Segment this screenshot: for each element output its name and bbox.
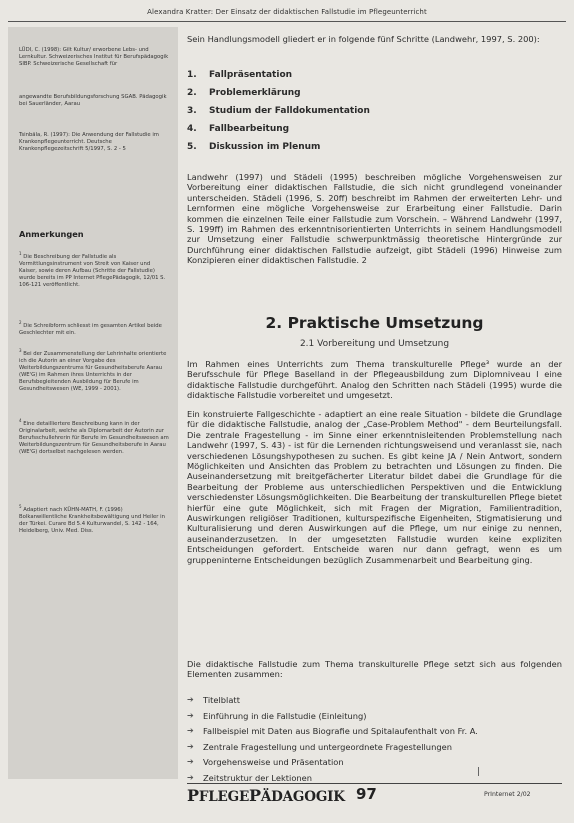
notes-heading: Anmerkungen	[19, 229, 84, 239]
step-label: Studium der Falldokumentation	[209, 106, 370, 116]
step-item	[187, 70, 562, 88]
footnote-text: Die Beschreibung der Fallstudie als Vermittlungsinstrument von Streit von Kaiser und Kaiser, sowie deren Aufbau (Schritte der Fallstudie) wurde bereits im PP Internet PflegePädagogik, 12/01 S. 106-121 veröffentlicht.	[19, 253, 166, 288]
subsection-heading: 2.1 Vorbereitung und Umsetzung	[299, 339, 450, 349]
step-item	[187, 142, 562, 160]
issue-label: PrInternet 2/02	[484, 791, 531, 798]
footnote	[19, 250, 169, 289]
footnote-text: Bei der Zusammenstellung der Lehrinhalte orientierte ich die Autorin an einer Vorgabe des Weiterbildungszentrums für Gesundheitsberufe Aarau (WE'G) im Rahmen ihres Unterrichts in der Berufsbegleitenden Ausbildung für Berufe im Gesundheitswesen (WE, 1999 - 2001).	[19, 350, 167, 392]
step-number: 3.	[187, 106, 197, 116]
footnote-number: 1	[19, 251, 22, 256]
list-item	[187, 695, 562, 711]
list-item-label: Zentrale Fragestellung und untergeordnete Fragestellungen	[203, 741, 452, 752]
step-label: Diskussion im Plenum	[209, 142, 321, 152]
elements-list	[187, 695, 562, 789]
list-item	[187, 742, 562, 758]
step-label: Fallpräsentation	[209, 70, 293, 80]
step-number: 2.	[187, 88, 197, 98]
arrow-bullet-icon: ➔	[187, 741, 194, 751]
arrow-bullet-icon: ➔	[187, 757, 194, 767]
header-rule	[8, 21, 566, 22]
text-cursor	[478, 767, 479, 776]
body-paragraph: Landwehr (1997) und Städeli (1995) beschreiben mögliche Vorgehensweisen zur Vorbereitung einer didaktischen Fallstudie, die sich nicht grundlegend voneinander unterscheiden. Städeli (1996, S. 20ff) beschreibt im Rahmen der erweiterten Lehr- und Lernformen eine mögliche Vorgehensweise zur Erarbeitung einer Fallstudie. Darin kommen die einzelnen Teile einer Fallstudie zum Vorschein. – Während Landwehr (1997, S. 199ff) im Rahmen des erkenntnisorientierten Unterrichts in seinem Handlungsmodell zur Umsetzung einer Fallstudie schwerpunktmässig theoretische Hintergründe zur Durchführung einer didaktischen Fallstudie aufzeigt, gibt Städeli (1996) Hinweise zum Konzipieren einer didaktischen Fallstudie. 2	[187, 172, 562, 266]
body-paragraph: Die didaktische Fallstudie zum Thema transkulturelle Pflege setzt sich aus folgenden Elementen zusammen:	[187, 659, 562, 680]
intro-paragraph: Sein Handlungsmodell gliedert er in folgende fünf Schritte (Landwehr, 1997, S. 200):	[187, 34, 540, 44]
step-number: 5.	[187, 142, 197, 152]
list-item	[187, 726, 562, 742]
step-item	[187, 88, 562, 106]
step-item	[187, 106, 562, 124]
list-item-label: Einführung in die Fallstudie (Einleitung)	[203, 710, 367, 721]
step-label: Fallbearbeitung	[209, 124, 290, 134]
list-item-label: Titelblatt	[203, 695, 240, 705]
list-item-label: Zeitstruktur der Lektionen	[203, 772, 313, 783]
footer-rule	[187, 783, 562, 784]
reference-entry: LÜDI, C. (1998): Gilt Kultur/ erworbene Lebs- und Lernkultur. Schweizerisches Institut für Berufspädagogik SIBP. Schweizerische Gesellschaft für	[19, 47, 169, 67]
step-number: 4.	[187, 124, 197, 134]
journal-title: PFLEGEPÄDAGOGIK	[187, 786, 345, 805]
footnote-number: 4	[19, 418, 22, 423]
arrow-bullet-icon: ➔	[187, 695, 194, 704]
page-number: 97	[356, 785, 377, 803]
running-header: Alexandra Kratter: Der Einsatz der didaktischen Fallstudie im Pflegeunterricht	[147, 8, 427, 16]
arrow-bullet-icon: ➔	[187, 726, 194, 736]
footnote-number: 5	[19, 504, 22, 509]
reference-entry: angewandte Berufsbildungsforschung SGAB. Pädagogik bei Sauerländer, Aarau	[19, 94, 167, 107]
list-item	[187, 757, 562, 773]
footnote-text: Eine detailliertere Beschreibung kann in der Originalarbeit, welche als Diplomarbeit der Autorin zur Berufsschullehrerin für Berufe im Gesundheitswesen am Weiterbildungszentrum für Gesundheitsberufe in Aarau (WE'G) dortselbst nachgelesen werden.	[19, 420, 169, 455]
list-item-label: Vorgehensweise und Präsentation	[203, 757, 344, 768]
step-number: 1.	[187, 70, 197, 80]
reference-entry: Tsinbäla, R. (1997): Die Anwendung der Fallstudie im Krankenpflegeunterricht. Deutsche Krankenpflegezeitschrift 5/1997, S. 2 - 5	[19, 132, 159, 152]
footnote	[19, 319, 169, 337]
footnote	[19, 347, 169, 393]
section-heading: 2. Praktische Umsetzung	[265, 314, 484, 332]
body-paragraph: Im Rahmen eines Unterrichts zum Thema transkulturelle Pflege³ wurde an der Berufsschule für Pflege Baselland in der Pflegeausbildung zum Diplomniveau I eine didaktische Fallstudie durchgeführt. Analog den Schritten nach Städeli (1995) wurde die didaktische Fallstudie vorbereitet und umgesetzt.	[187, 359, 562, 401]
list-item-label: Fallbeispiel mit Daten aus Biografie und Spitalaufenthalt von Fr. A.	[203, 726, 478, 737]
arrow-bullet-icon: ➔	[187, 710, 194, 720]
arrow-bullet-icon: ➔	[187, 772, 194, 782]
steps-list	[187, 70, 562, 160]
step-label: Problemerklärung	[209, 88, 301, 98]
sidebar	[8, 27, 178, 779]
footnote	[19, 417, 169, 456]
footnote-text: Adaptiert nach KÜHN-MATH, F. (1996) Bolkanwillentliche Krankheitsbewältigung und Heiler in der Türkei. Curare Bd 5.4 Kulturwandel, S. 142 - 164, Heidelberg, Univ. Med. Diss.	[19, 506, 166, 534]
list-item	[187, 711, 562, 727]
footnote-number: 3	[19, 348, 22, 353]
footnote-text: Die Schreibform schliesst im gesamten Artikel beide Geschlechter mit ein.	[19, 322, 162, 336]
footnote	[19, 503, 169, 535]
step-item	[187, 124, 562, 142]
body-paragraph: Ein konstruierte Fallgeschichte - adaptiert an eine reale Situation - bildete die Grundlage für die didaktische Fallstudie, analog der „Case-Problem Method" - dem Beurteilungsfall. Die zentrale Fragestellung - im Sinne einer erkenntnisleitenden Problemstellung nach Landwehr (1997, S. 43) - ist für die Lernenden richtungsweisend und veranlasst sie, nach verschiedenen Lösungshypothesen zu suchen. Es gibt keine JA / Nein Antwort, sondern Möglichkeiten und Ansichten das Problem zu betrachten und Lösungen zu finden. Die Auseinandersetzung mit breitgefächerter Literatur bildet dabei die Grundlage für die Bearbeitung der Probleme aus unterschiedlichen Perspektiven und die Entwicklung verschiedenster Lösungsmöglichkeiten. Die Bearbeitung der transkulturellen Pflege bietet hierfür eine gute Möglichkeit, sich mit Fragen der Migration, Familientradition, Auswirkungen religiöser Traditionen, kulturspezifische Eigenheiten, Stigmatisierung und Kulturalisierung und deren Auswirkungen auf die Pflege, um nur einige zu nennen, auseinanderzusetzen. In der umgesetzten Fallstudie wurden keine expliziten Entscheidungen gefordert. Entscheide waren nur dann gefragt, wenn es um gruppeninterne Entscheidungen bezüglich Zusammenarbeit und Bearbeitung ging.	[187, 409, 562, 565]
footnote-number: 2	[19, 320, 22, 325]
